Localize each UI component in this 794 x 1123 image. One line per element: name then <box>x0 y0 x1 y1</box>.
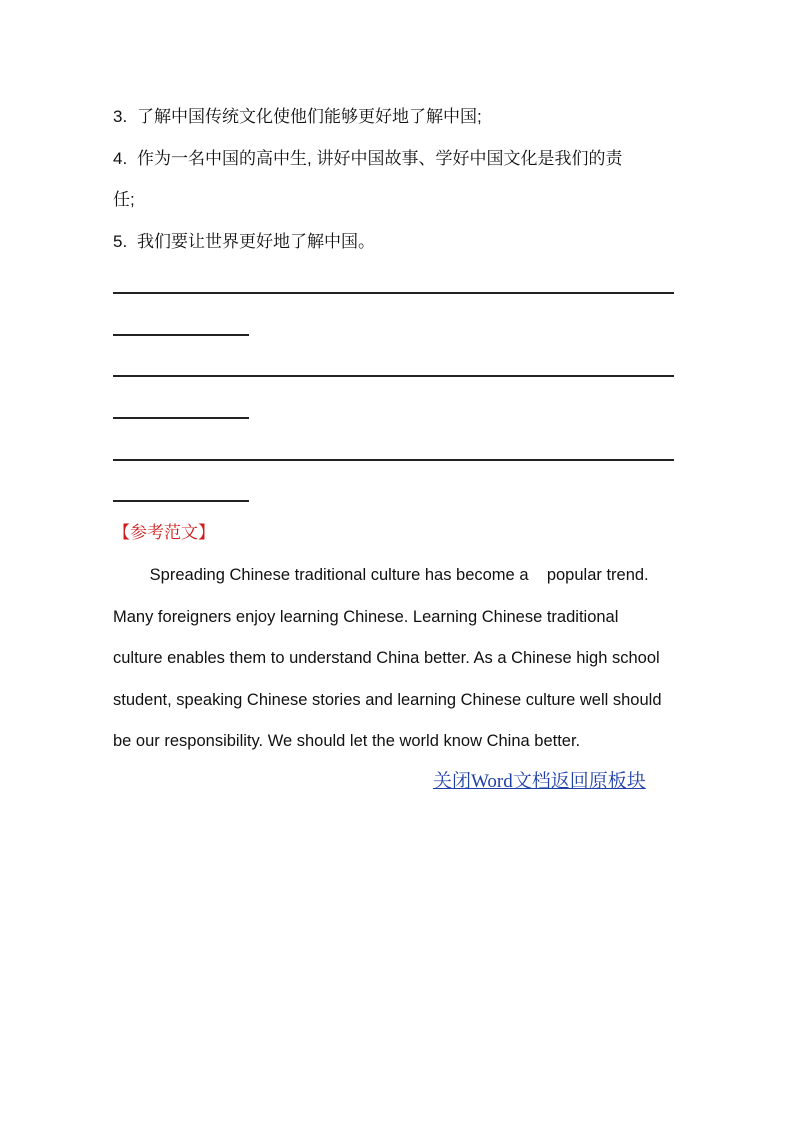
reference-heading: 【参考范文】 <box>113 523 215 542</box>
essay-line: Many foreigners enjoy learning Chinese. Learning Chinese traditional <box>113 608 619 626</box>
point-3 <box>113 106 482 128</box>
answer-line <box>113 375 674 377</box>
close-word-document-link[interactable]: 关闭Word文档返回原板块 <box>433 771 646 792</box>
point-number: 3. <box>113 107 128 126</box>
answer-line <box>113 334 249 336</box>
point-text: 了解中国传统文化使他们能够更好地了解中国; <box>137 107 482 126</box>
point-text: 作为一名中国的高中生, 讲好中国故事、学好中国文化是我们的责 <box>137 149 623 168</box>
point-5 <box>113 231 375 253</box>
point-text: 我们要让世界更好地了解中国。 <box>137 232 375 251</box>
point-number: 4. <box>113 149 128 168</box>
essay-line: be our responsibility. We should let the world know China better. <box>113 732 581 750</box>
answer-line <box>113 500 249 502</box>
essay-line: culture enables them to understand China better. As a Chinese high school <box>113 649 660 667</box>
point-number: 5. <box>113 232 128 251</box>
answer-line <box>113 459 674 461</box>
point-4 <box>113 148 622 170</box>
answer-line <box>113 292 674 294</box>
point-4-continuation <box>113 189 135 211</box>
point-text: 任; <box>113 190 135 209</box>
answer-line <box>113 417 249 419</box>
essay-line: student, speaking Chinese stories and learning Chinese culture well should <box>113 691 662 709</box>
essay-line: Spreading Chinese traditional culture has become a popular trend. <box>113 566 649 584</box>
